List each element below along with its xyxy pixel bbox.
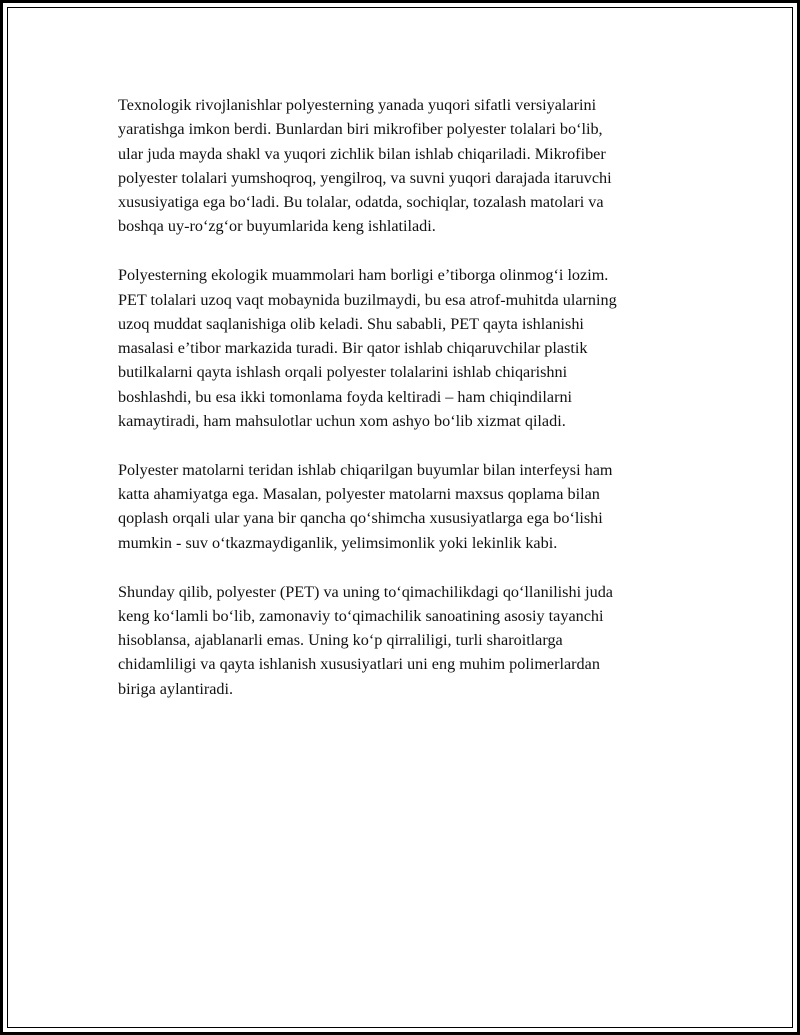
text-line: chidamliligi va qayta ishlanish xususiyatlari uni eng muhim polimerlardan: [118, 655, 600, 674]
text-line: boshlashdi, bu esa ikki tomonlama foyda keltiradi – ham chiqindilarni: [118, 387, 573, 406]
text-line: uzoq muddat saqlanishiga olib keladi. Shu sababli, PET qayta ishlanishi: [118, 314, 584, 333]
text-line: biriga aylantiradi.: [118, 679, 234, 698]
text-line: polyester tolalari yumshoqroq, yengilroq, va suvni yuqori darajada itaruvchi: [118, 168, 612, 187]
text-line: masalasi e’tibor markazida turadi. Bir qator ishlab chiqaruvchilar plastik: [118, 339, 588, 358]
text-line: hisoblansa, ajablanarli emas. Uning ko‘p qirraliligi, turli sharoitlarga: [118, 631, 563, 650]
text-line: Shunday qilib, polyester (PET) va uning to‘qimachilikdagi qo‘llanilishi juda: [118, 582, 613, 601]
document-body: [118, 93, 698, 726]
paragraph-microfiber: [118, 93, 698, 239]
text-line: qoplash orqali ular yana bir qancha qo‘shimcha xususiyatlarga ega bo‘lishi: [118, 509, 603, 528]
text-line: xususiyatiga ega bo‘ladi. Bu tolalar, odatda, sochiqlar, tozalash matolari va: [118, 193, 604, 212]
text-line: ular juda mayda shakl va yuqori zichlik bilan ishlab chiqariladi. Mikrofiber: [118, 144, 606, 163]
text-line: butilkalarni qayta ishlash orqali polyester tolalarini ishlab chiqarishni: [118, 363, 568, 382]
paragraph-coatings: [118, 458, 698, 555]
text-line: Texnologik rivojlanishlar polyesterning yanada yuqori sifatli versiyalarini: [118, 96, 597, 114]
text-line: keng ko‘lamli bo‘lib, zamonaviy to‘qimachilik sanoatining asosiy tayanchi: [118, 606, 604, 625]
text-line: boshqa uy-ro‘zg‘or buyumlarida keng ishlatiladi.: [118, 217, 436, 236]
text-line: mumkin - suv o‘tkazmaydiganlik, yelimsimonlik yoki lekinlik kabi.: [118, 533, 558, 552]
paragraph-conclusion: [118, 580, 698, 701]
text-line: PET tolalari uzoq vaqt mobaynida buzilmaydi, bu esa atrof-muhitda ularning: [118, 290, 617, 309]
paragraph-ecology: [118, 263, 698, 433]
text-line: kamaytiradi, ham mahsulotlar uchun xom ashyo bo‘lib xizmat qiladi.: [118, 412, 566, 431]
text-line: Polyesterning ekologik muammolari ham borligi e’tiborga olinmog‘i lozim.: [118, 266, 609, 285]
text-line: yaratishga imkon berdi. Bunlardan biri mikrofiber polyester tolalari bo‘lib,: [118, 120, 603, 139]
text-line: Polyester matolarni teridan ishlab chiqarilgan buyumlar bilan interfeysi ham: [118, 460, 613, 479]
text-line: katta ahamiyatga ega. Masalan, polyester matolarni maxsus qoplama bilan: [118, 485, 600, 504]
